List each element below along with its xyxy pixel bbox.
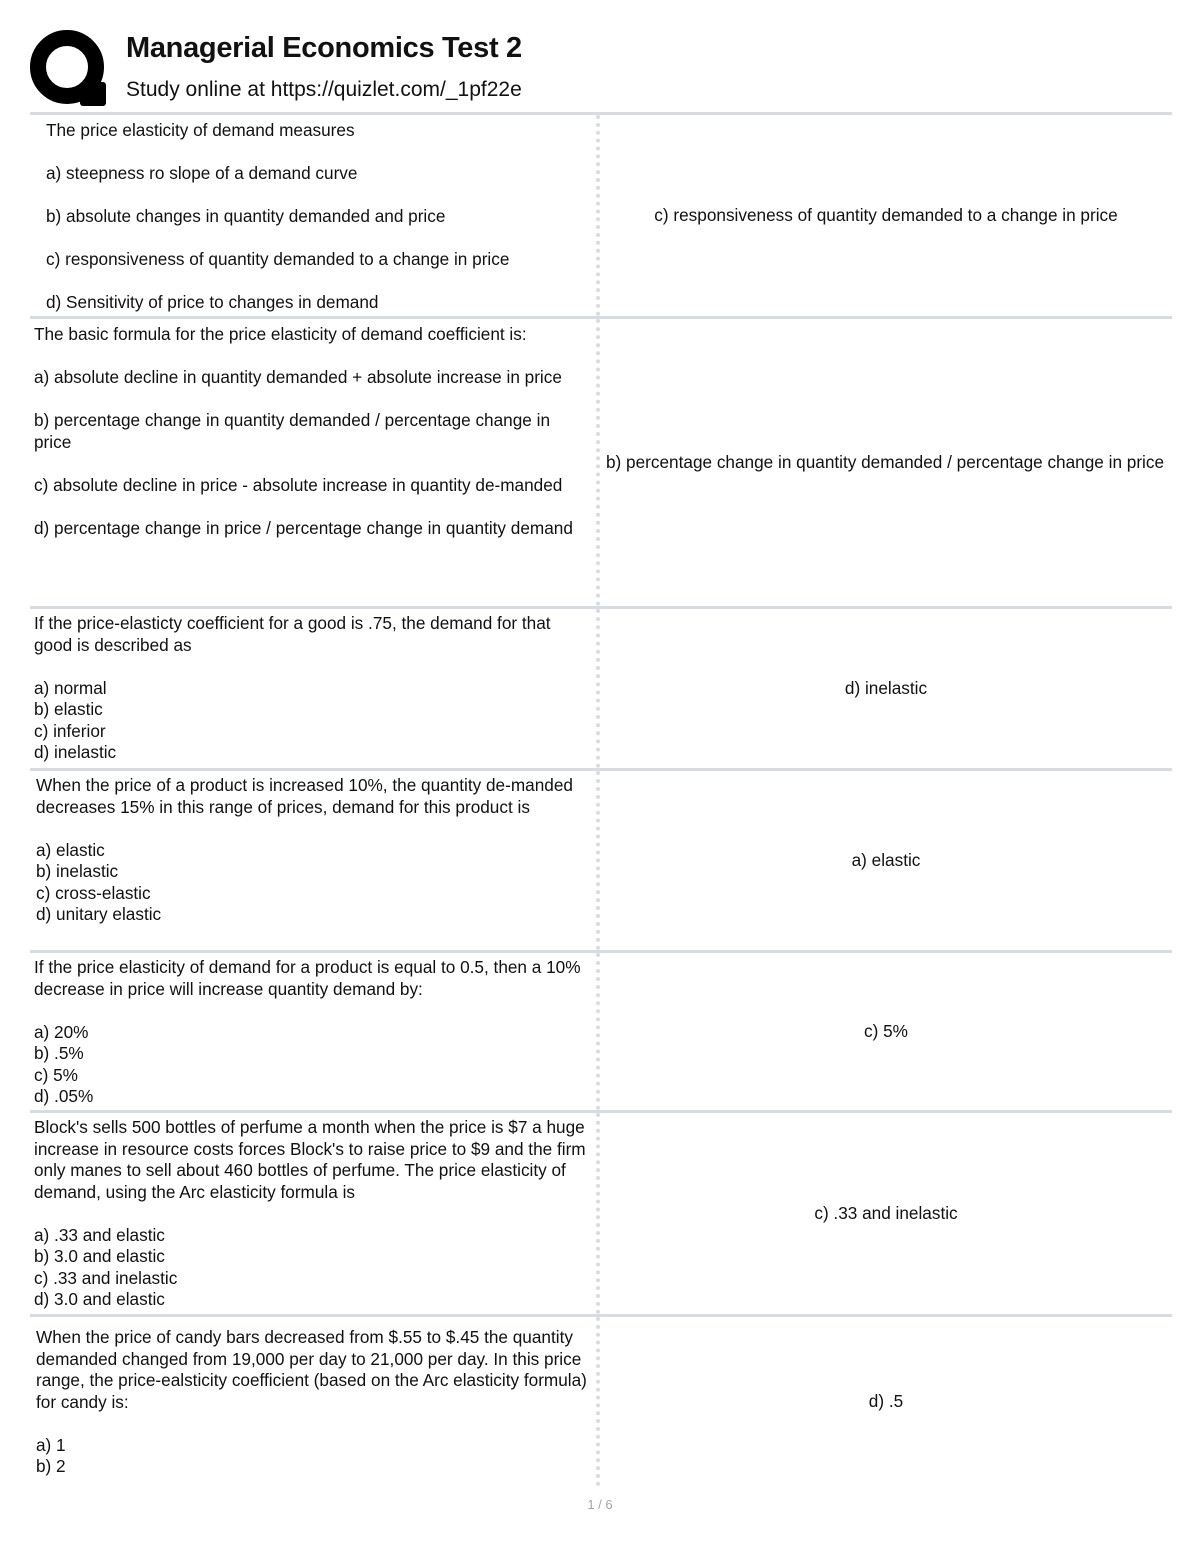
card-question [30,115,600,316]
option-c: c) .33 and inelastic [34,1267,178,1288]
option-a: a) absolute decline in quantity demanded + absolute increase in price [34,367,562,387]
card-3 [30,606,1172,768]
option-c: c) inferior [34,720,106,741]
page-number: 1 / 6 [587,1497,613,1512]
card-5 [30,950,1172,1110]
card-question [30,771,600,950]
option-b: b) .5% [34,1043,84,1063]
option-b: b) 2 [36,1456,66,1476]
question-text: If the price elasticity of demand for a product is equal to 0.5, then a 10% decrease in price will increase quantity demand by: [34,957,586,999]
option-c: c) absolute decline in price - absolute increase in quantity de-manded [34,474,563,495]
option-b: b) 3.0 and elastic [34,1246,165,1266]
card-question [30,953,600,1110]
study-link[interactable]: Study online at https://quizlet.com/_1pf22e [126,78,522,101]
question-text: When the price of candy bars decreased from $.55 to $.45 the quantity demanded changed from 19,000 per day to 21,000 per day. In this price range, the price-ealsticity coefficient (based on the Arc elasticity formula) for candy is: [36,1327,592,1412]
option-c: c) cross-elastic [36,882,151,903]
card-question [30,609,600,768]
card-question [30,1113,600,1314]
card-answer: d) inelastic [844,677,928,698]
page-title: Managerial Economics Test 2 [126,32,522,64]
card-1 [30,112,1172,316]
card-answer: c) responsiveness of quantity demanded to a change in price [654,204,1118,225]
page-header [28,28,1178,112]
option-b: b) elastic [34,699,103,719]
option-d: d) percentage change in price / percentage change in quantity demand [34,517,573,538]
card-answer: c) 5% [864,1020,908,1041]
card-question [30,1317,600,1486]
option-d: d) inelastic [34,742,117,762]
option-a: a) steepness ro slope of a demand curve [46,163,358,183]
question-text: When the price of a product is increased 10%, the quantity de-manded decreases 15% in this range of prices, demand for this product is [36,775,578,817]
option-c: c) 5% [34,1064,78,1085]
option-b: b) absolute changes in quantity demanded and price [46,206,446,226]
card-7 [30,1314,1172,1486]
option-d: d) unitary elastic [36,904,162,924]
question-text: The price elasticity of demand measures [46,120,355,140]
card-answer: b) percentage change in quantity demanded / percentage change in price [606,451,1165,472]
card-4 [30,768,1172,950]
question-text: If the price-elasticty coefficient for a good is .75, the demand for that good is described as [34,613,556,655]
option-b: b) inelastic [36,861,119,881]
option-a: a) elastic [36,839,105,860]
option-d: d) .05% [34,1086,94,1106]
card-question [30,319,600,606]
quizlet-logo-icon [30,30,108,108]
card-answer: c) .33 and inelastic [814,1202,958,1223]
option-a: a) 1 [36,1434,66,1455]
flashcard-table [30,112,1172,1486]
question-text: Block's sells 500 bottles of perfume a month when the price is $7 a huge increase in resource costs forces Block's to raise price to $9 and the firm only manes to sell about 460 bottles of perfume. The price elasticity of demand, using the Arc elasticity formula is [34,1117,591,1202]
card-answer: a) elastic [851,849,921,870]
option-d: d) Sensitivity of price to changes in demand [46,292,379,312]
option-c: c) responsiveness of quantity demanded to a change in price [46,249,510,269]
card-2 [30,316,1172,606]
card-answer: d) .5 [868,1390,904,1411]
option-a: a) 20% [34,1021,89,1042]
option-d: d) 3.0 and elastic [34,1289,165,1309]
question-text: The basic formula for the price elasticity of demand coefficient is: [34,324,527,344]
option-a: a) .33 and elastic [34,1224,165,1245]
card-6 [30,1110,1172,1314]
option-b: b) percentage change in quantity demanded / percentage change in price [34,410,555,452]
option-a: a) normal [34,677,107,698]
